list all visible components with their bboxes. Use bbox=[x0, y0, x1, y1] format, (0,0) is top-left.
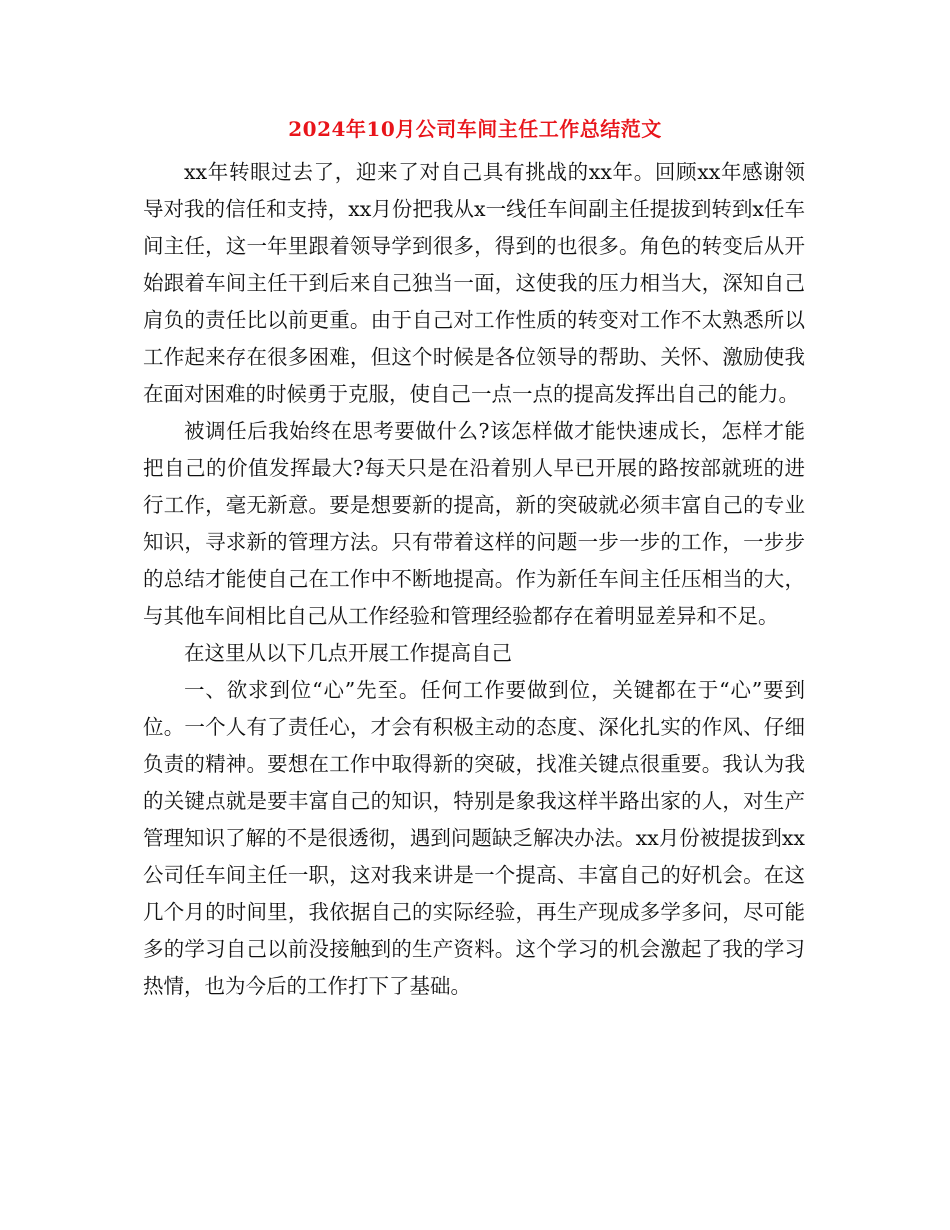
paragraph-intro: xx年转眼过去了，迎来了对自己具有挑战的xx年。回顾xx年感谢领导对我的信任和支持，xx月份把我从x一线任车间副主任提拔到转到x任车间主任，这一年里跟着领导学到很多，得到的也很多。角色的转变后从开始跟着车间主任干到后来自己独当一面，这使我的压力相当大，深知自己肩负的责任比以前更重。由于自己对工作性质的转变对工作不太熟悉所以工作起来存在很多困难，但这个时候是各位领导的帮助、关怀、激励使我在面对困难的时候勇于克服，使自己一点一点的提高发挥出自己的能力。 bbox=[143, 160, 805, 406]
document-body bbox=[143, 154, 805, 1005]
paragraph-point-one: 一、欲求到位“心”先至。任何工作要做到位，关键都在于“心”要到位。一个人有了责任心，才会有积极主动的态度、深化扎实的作风、仔细负责的精神。要想在工作中取得新的突破，找准关键点很重要。我认为我的关键点就是要丰富自己的知识，特别是象我这样半路出家的人，对生产管理知识了解的不是很透彻，遇到问题缺乏解决办法。xx月份被提拔到xx公司任车间主任一职，这对我来讲是一个提高、丰富自己的好机会。在这几个月的时间里，我依据自己的实际经验，再生产现成多学多问，尽可能多的学习自己以前没接触到的生产资料。这个学习的机会激起了我的学习热情，也为今后的工作打下了基础。 bbox=[143, 678, 805, 998]
paragraph-points-heading: 在这里从以下几点开展工作提高自己 bbox=[184, 641, 512, 665]
document-title: 2024年10月公司车间主任工作总结范文 bbox=[288, 117, 662, 141]
paragraph-reflection: 被调任后我始终在思考要做什么?该怎样做才能快速成长，怎样才能把自己的价值发挥最大?每天只是在沿着别人早已开展的路按部就班的进行工作，毫无新意。要是想要新的提高，新的突破就必须丰富自己的专业知识，寻求新的管理方法。只有带着这样的问题一步一步的工作，一步步的总结才能使自己在工作中不断地提高。作为新任车间主任压相当的大，与其他车间相比自己从工作经验和管理经验都存在着明显差异和不足。 bbox=[143, 419, 805, 628]
